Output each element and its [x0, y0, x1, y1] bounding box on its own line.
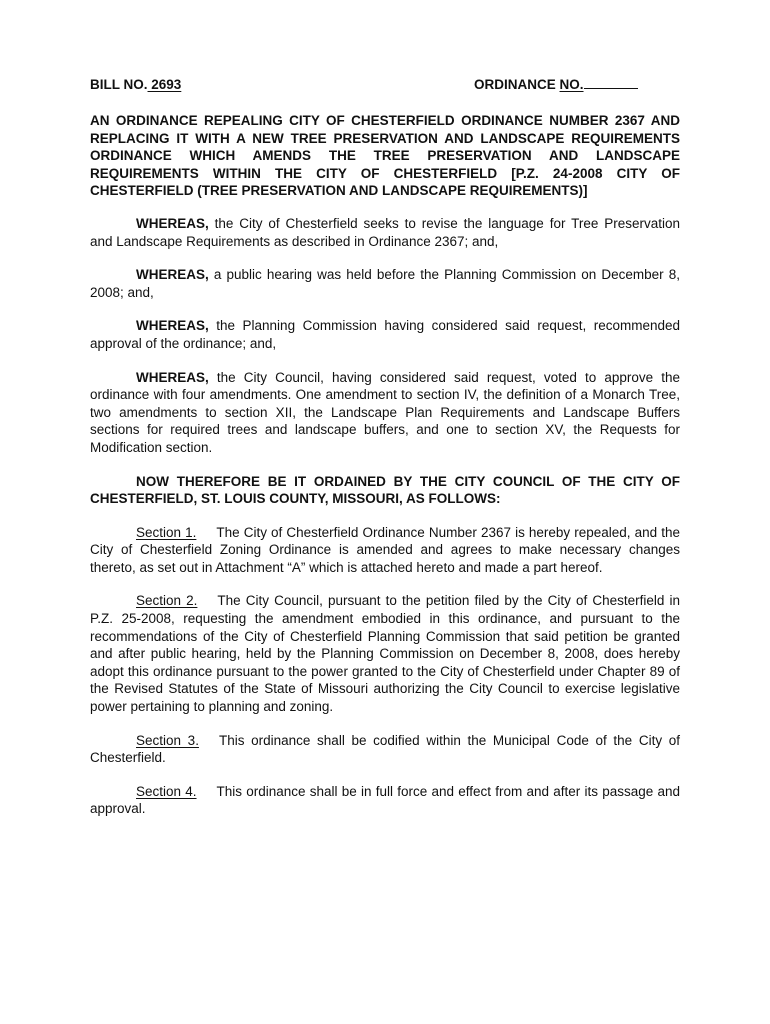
now-therefore-clause: NOW THEREFORE BE IT ORDAINED BY THE CITY COUNCIL OF THE CITY OF CHESTERFIELD, ST. LOUIS COUNTY, MISSOURI, AS FOLLOWS: — [90, 473, 680, 507]
section-label: Section 1. — [136, 524, 197, 540]
whereas-text: a public hearing was held before the Planning Commission on December 8, 2008; and, — [90, 267, 680, 300]
whereas-text: the Planning Commission having considered said request, recommended approval of the ordinance; and, — [90, 318, 680, 351]
ordinance-title: AN ORDINANCE REPEALING CITY OF CHESTERFIELD ORDINANCE NUMBER 2367 AND REPLACING IT WITH A NEW TREE PRESERVATION AND LANDSCAPE REQUIREMENTS ORDINANCE WHICH AMENDS THE TREE PRESERVATION AND LANDSCAPE REQUIREMENTS WITHIN THE CITY OF CHESTERFIELD [P.Z. 24-2008 CITY OF CHESTERFIELD (TREE PRESERVATION AND LANDSCAPE REQUIREMENTS)] — [90, 113, 680, 199]
section-paragraph — [90, 783, 680, 818]
ordinance-label: ORDINANCE — [474, 77, 560, 92]
section-paragraph — [90, 524, 680, 577]
section-label: Section 2. — [136, 593, 198, 609]
section-text: This ordinance shall be codified within the Municipal Code of the City of Chesterfield. — [90, 732, 681, 766]
section-text: The City of Chesterfield Ordinance Number 2367 is hereby repealed, and the City of Chesterfield Zoning Ordinance is amended and agrees to make necessary changes thereto, as set out in Attachment “A” which is attached hereto and made a part hereof. — [90, 524, 680, 575]
section-text: The City Council, pursuant to the petition filed by the City of Chesterfield in P.Z. 25-2008, requesting the amendment embodied in this ordinance, and pursuant to the recommendations of the City of Chesterfield Planning Commission that said petition be granted and after public hearing, held by the Planning Commission on December 8, 2008, does hereby adopt this ordinance pursuant to the power granted to the City of Chesterfield under Chapter 89 of the Revised Statutes of the State of Missouri authorizing the City Council to exercise legislative power pertaining to planning and zoning. — [90, 593, 680, 715]
whereas-lead: WHEREAS, — [136, 215, 209, 231]
section-label: Section 3. — [136, 732, 199, 748]
whereas-paragraph — [90, 266, 680, 301]
whereas-paragraph — [90, 317, 680, 352]
section-paragraph — [90, 592, 680, 715]
whereas-paragraph — [90, 369, 680, 457]
section-paragraph — [90, 732, 680, 767]
section-label: Section 4. — [136, 783, 197, 799]
whereas-lead: WHEREAS, — [136, 318, 209, 334]
whereas-text: the City of Chesterfield seeks to revise the language for Tree Preservation and Landscape Requirements as described in Ordinance 2367; and, — [90, 215, 680, 249]
document-page — [90, 76, 680, 818]
whereas-lead: WHEREAS, — [136, 369, 209, 385]
ordinance-number-line — [474, 76, 638, 94]
whereas-lead: WHEREAS, — [136, 267, 209, 283]
section-text: This ordinance shall be in full force and effect from and after its passage and approval. — [90, 783, 681, 817]
document-header — [90, 76, 680, 94]
ordinance-no-label: NO. — [559, 77, 584, 92]
bill-number-line — [90, 76, 181, 94]
bill-label: BILL NO. — [90, 77, 148, 92]
ordinance-number-blank — [584, 76, 638, 89]
whereas-text: the City Council, having considered said request, voted to approve the ordinance with four amendments. One amendment to section IV, the definition of a Monarch Tree, two amendments to section XII, the Landscape Plan Requirements and Landscape Buffers sections for required trees and landscape buffers, and one to section XV, the Requests for Modification section. — [90, 369, 680, 455]
whereas-paragraph — [90, 215, 680, 250]
bill-number: 2693 — [147, 77, 182, 92]
